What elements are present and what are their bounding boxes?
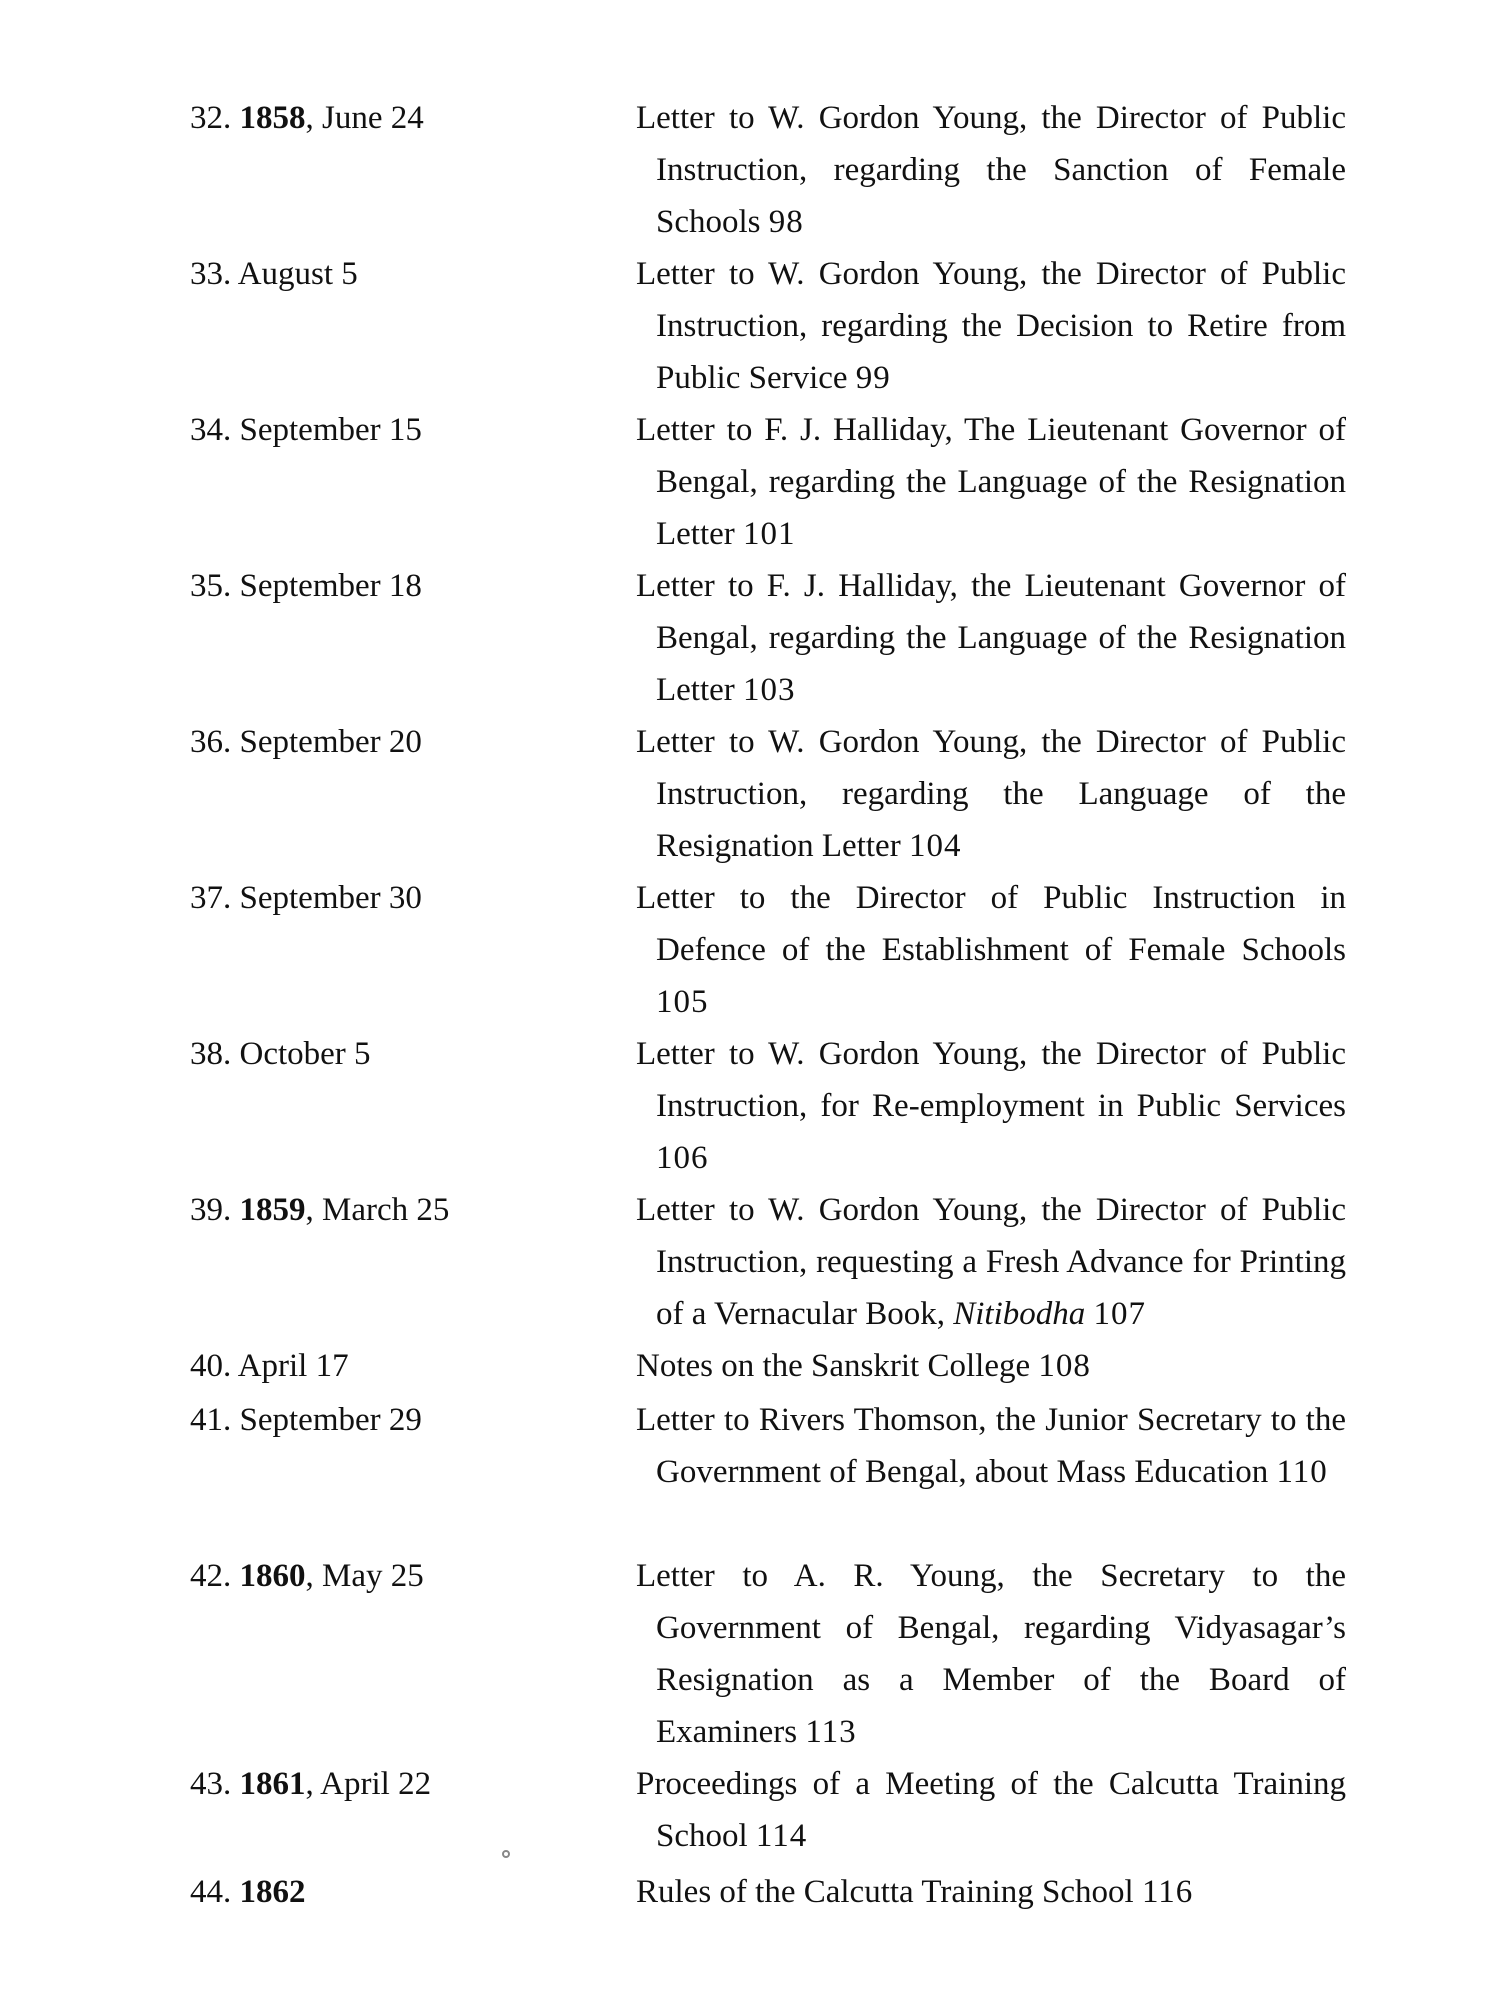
entry-day: September 20 xyxy=(239,724,422,760)
entry-day: , May 25 xyxy=(305,1558,424,1594)
entry-year: 1861 xyxy=(239,1766,306,1802)
scan-speck-mark xyxy=(502,1850,510,1858)
entry-description xyxy=(636,716,1346,872)
entry-date xyxy=(190,92,424,144)
entry-number: 38. xyxy=(190,1036,232,1072)
entry-description xyxy=(636,248,1346,404)
entry-number: 33. xyxy=(190,256,232,292)
entry-page-number: 99 xyxy=(855,360,891,396)
entry-year: 1860 xyxy=(239,1558,306,1594)
entry-day: September 15 xyxy=(239,412,422,448)
entry-page-number: 101 xyxy=(743,516,796,552)
entry-number: 42. xyxy=(190,1558,232,1594)
entry-title: Letter to Rivers Thomson, the Junior Secretary to the Government of Bengal, about Mass Education xyxy=(636,1402,1346,1490)
entry-description xyxy=(636,404,1346,560)
entry-day: , April 22 xyxy=(305,1766,432,1802)
entry-date xyxy=(190,1340,349,1392)
entry-date xyxy=(190,1394,422,1446)
entry-date xyxy=(190,560,422,612)
entry-description xyxy=(636,1394,1346,1498)
entry-day: September 30 xyxy=(239,880,422,916)
entry-page-number: 116 xyxy=(1141,1874,1194,1910)
entry-title: Letter to W. Gordon Young, the Director of Public Instruction, regarding the Language of the Resignation Letter xyxy=(636,724,1346,864)
entry-date xyxy=(190,1758,431,1810)
entry-title: Letter to W. Gordon Young, the Director of Public Instruction, requesting a Fresh Advance for Printing of a Vernacular Book, xyxy=(636,1192,1346,1332)
entry-page-number: 106 xyxy=(656,1140,709,1176)
entry-description xyxy=(636,1758,1346,1862)
entry-page-number: 98 xyxy=(768,204,804,240)
entry-title: Letter to the Director of Public Instruction in Defence of the Establishment of Female Schools xyxy=(636,880,1346,968)
entry-day: October 5 xyxy=(239,1036,371,1072)
entry-day: , June 24 xyxy=(305,100,424,136)
entry-date xyxy=(190,716,422,768)
entry-description xyxy=(636,1866,1346,1918)
entry-date xyxy=(190,248,358,300)
entry-page-number: 103 xyxy=(743,672,796,708)
entry-page-number: 114 xyxy=(755,1818,808,1854)
entry-title: Proceedings of a Meeting of the Calcutta Training School xyxy=(636,1766,1346,1854)
entry-date xyxy=(190,1028,371,1080)
entry-number: 39. xyxy=(190,1192,232,1228)
entry-day: August 5 xyxy=(237,256,358,292)
entry-description xyxy=(636,1340,1346,1392)
entry-number: 35. xyxy=(190,568,232,604)
entry-title: Letter to W. Gordon Young, the Director of Public Instruction, regarding the Sanction of Female Schools xyxy=(636,100,1346,240)
entry-day: , March 25 xyxy=(305,1192,450,1228)
entry-number: 32. xyxy=(190,100,232,136)
entry-number: 43. xyxy=(190,1766,232,1802)
entry-page-number: 113 xyxy=(805,1714,857,1750)
entry-date xyxy=(190,872,422,924)
entry-description xyxy=(636,560,1346,716)
entry-date xyxy=(190,1184,449,1236)
entry-number: 34. xyxy=(190,412,232,448)
entry-page-number: 104 xyxy=(908,828,962,864)
entry-page-number: 105 xyxy=(656,984,709,1020)
entry-title: Letter to W. Gordon Young, the Director of Public Instruction, regarding the Decision to Retire from Public Service xyxy=(636,256,1346,396)
entry-description xyxy=(636,92,1346,248)
entry-description xyxy=(636,872,1346,1028)
entry-title: Rules of the Calcutta Training School xyxy=(636,1874,1134,1910)
entry-date xyxy=(190,1866,306,1918)
entry-title: Letter to W. Gordon Young, the Director of Public Instruction, for Re-employment in Public Services xyxy=(636,1036,1346,1124)
entry-number: 37. xyxy=(190,880,232,916)
entry-description xyxy=(636,1184,1346,1340)
entry-title: Letter to F. J. Halliday, The Lieutenant Governor of Bengal, regarding the Language of the Resignation Letter xyxy=(636,412,1346,552)
entry-book-title: Nitibodha xyxy=(953,1296,1086,1332)
entry-page-number: 107 xyxy=(1093,1296,1146,1332)
entry-title: Letter to A. R. Young, the Secretary to the Government of Bengal, regarding Vidyasagar’s Resignation as a Member of the Board of Examiners xyxy=(636,1558,1346,1750)
entry-date xyxy=(190,1550,424,1602)
entry-date xyxy=(190,404,422,456)
entry-description xyxy=(636,1550,1346,1758)
entry-day: April 17 xyxy=(237,1348,349,1384)
entry-number: 40. xyxy=(190,1348,232,1384)
entry-description xyxy=(636,1028,1346,1184)
entry-day: September 29 xyxy=(239,1402,422,1438)
entry-title: Letter to F. J. Halliday, the Lieutenant Governor of Bengal, regarding the Language of the Resignation Letter xyxy=(636,568,1346,708)
entry-number: 36. xyxy=(190,724,232,760)
entry-page-number: 110 xyxy=(1276,1454,1328,1490)
entry-year: 1862 xyxy=(239,1874,306,1910)
entry-number: 41. xyxy=(190,1402,232,1438)
entry-title: Notes on the Sanskrit College xyxy=(636,1348,1031,1384)
entry-page-number: 108 xyxy=(1038,1348,1091,1384)
entry-number: 44. xyxy=(190,1874,232,1910)
entry-year: 1859 xyxy=(239,1192,306,1228)
entry-day: September 18 xyxy=(239,568,422,604)
entry-year: 1858 xyxy=(239,100,306,136)
